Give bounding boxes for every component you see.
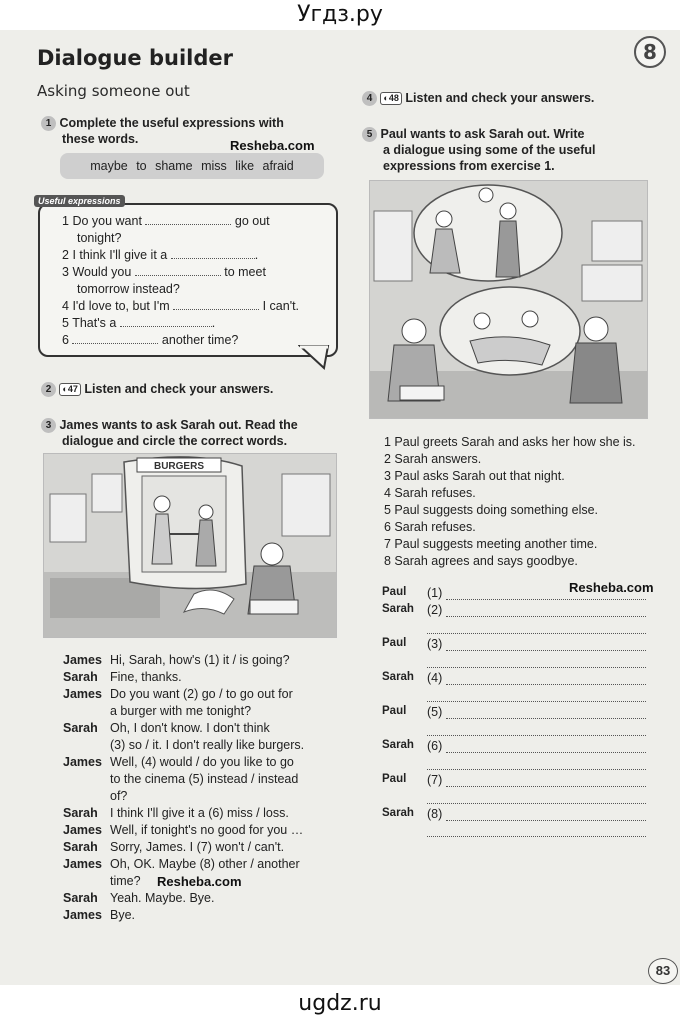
- section-subtitle: Asking someone out: [37, 82, 190, 100]
- expression-line: 3 Would you to meet: [62, 265, 266, 279]
- blank-field[interactable]: [145, 213, 231, 225]
- exercise-4-instruction: [362, 90, 594, 106]
- answer-line[interactable]: [446, 785, 646, 787]
- speaker-name: Sarah: [63, 840, 98, 854]
- line-number: (5): [427, 705, 443, 719]
- line-number: (1): [427, 586, 443, 600]
- blank-field[interactable]: [72, 332, 158, 344]
- dialogue-line: Bye.: [110, 908, 136, 922]
- blank-field[interactable]: [171, 247, 255, 259]
- exercise-number: 4: [362, 91, 377, 106]
- line-number: (3): [427, 637, 443, 651]
- site-footer: [0, 985, 680, 1024]
- line-number: (6): [427, 739, 443, 753]
- dialogue-line: Do you want (2) go / to go out for: [110, 687, 293, 701]
- dialogue-line: Oh, I don't know. I don't think: [110, 721, 270, 735]
- dialogue-line: of?: [110, 789, 128, 803]
- answer-line[interactable]: [446, 598, 646, 600]
- dialogue-line: Well, (4) would / do you like to go: [110, 755, 294, 769]
- step-item: 6 Sarah refuses.: [384, 520, 476, 534]
- watermark: Resheba.com: [230, 138, 315, 153]
- dialogue-steps-list: [384, 434, 636, 570]
- instruction-text: Paul wants to ask Sarah out. Write: [380, 127, 585, 141]
- exercise-number: 1: [41, 116, 56, 131]
- page-title: Dialogue builder: [37, 46, 233, 70]
- step-item: 3 Paul asks Sarah out that night.: [384, 469, 565, 483]
- instruction-text: dialogue and circle the correct words.: [62, 434, 288, 449]
- answer-line[interactable]: [427, 700, 646, 702]
- page-number: 83: [648, 958, 678, 984]
- expression-line: 1 Do you want go out: [62, 214, 270, 228]
- exercise-5-instruction: [362, 126, 662, 174]
- dialogue-line: (3) so / it. I don't really like burgers.: [110, 738, 305, 752]
- answer-line[interactable]: [427, 768, 646, 770]
- dialogue-line: Well, if tonight's no good for you …: [110, 823, 304, 837]
- expression-line: 6 another time?: [62, 333, 239, 347]
- expression-line: 2 I think I'll give it a .: [62, 248, 259, 262]
- watermark: Resheba.com: [569, 580, 654, 595]
- illustration-james-sarah: [43, 453, 337, 638]
- dialogue-line: a burger with me tonight?: [110, 704, 252, 718]
- line-number: (8): [427, 807, 443, 821]
- cartoon-illustration: [370, 181, 647, 418]
- dialogue-line: Fine, thanks.: [110, 670, 182, 684]
- useful-expressions-label: Useful expressions: [34, 195, 125, 207]
- cd-track-icon[interactable]: ◐47: [59, 383, 80, 396]
- answer-line[interactable]: [427, 802, 646, 804]
- illustration-paul-sarah: [369, 180, 648, 419]
- site-title-top[interactable]: Угдз.ру: [297, 2, 383, 27]
- speaker-label: Paul: [382, 773, 407, 785]
- watermark: Resheba.com: [157, 874, 242, 889]
- dialogue-line: Oh, OK. Maybe (8) other / another: [110, 857, 300, 871]
- speech-bubble-tail: [298, 344, 334, 372]
- unit-number-badge: 8: [634, 36, 666, 68]
- dialogue-line: Yeah. Maybe. Bye.: [110, 891, 215, 905]
- expression-line: tomorrow instead?: [77, 282, 180, 296]
- answer-line[interactable]: [427, 734, 646, 736]
- speaker-label: Sarah: [382, 807, 414, 819]
- speaker-label: Paul: [382, 586, 407, 598]
- blank-field[interactable]: [173, 298, 259, 310]
- speaker-name: James: [63, 687, 102, 701]
- speaker-name: Sarah: [63, 670, 98, 684]
- dialogue-line: to the cinema (5) instead / instead: [110, 772, 299, 786]
- speaker-label: Sarah: [382, 671, 414, 683]
- instruction-text: James wants to ask Sarah out. Read the: [59, 418, 298, 432]
- exercise-number: 5: [362, 127, 377, 142]
- answer-line[interactable]: [427, 666, 646, 668]
- dialogue-line: Hi, Sarah, how's (1) it / is going?: [110, 653, 290, 667]
- speaker-name: James: [63, 823, 102, 837]
- dialogue-line: Sorry, James. I (7) won't / can't.: [110, 840, 285, 854]
- speaker-name: James: [63, 653, 102, 667]
- dialogue-line: time?: [110, 874, 141, 888]
- answer-line[interactable]: [446, 819, 646, 821]
- dialogue-line: I think I'll give it a (6) miss / loss.: [110, 806, 289, 820]
- speaker-name: James: [63, 755, 102, 769]
- step-item: 8 Sarah agrees and says goodbye.: [384, 554, 578, 568]
- speaker-name: James: [63, 857, 102, 871]
- line-number: (2): [427, 603, 443, 617]
- step-item: 4 Sarah refuses.: [384, 486, 476, 500]
- expression-line: 5 That's a .: [62, 316, 216, 330]
- speaker-label: Sarah: [382, 739, 414, 751]
- exercise-number: 2: [41, 382, 56, 397]
- answer-line[interactable]: [446, 683, 646, 685]
- writing-area: [382, 586, 648, 836]
- line-number: (7): [427, 773, 443, 787]
- instruction-text: Listen and check your answers.: [405, 91, 595, 105]
- site-title-bottom[interactable]: ugdz.ru: [298, 991, 382, 1016]
- instruction-text: these words.: [62, 132, 139, 147]
- answer-line[interactable]: [446, 717, 646, 719]
- cd-track-icon[interactable]: ◐48: [380, 92, 401, 105]
- blank-field[interactable]: [120, 315, 212, 327]
- expression-line: tonight?: [77, 231, 122, 245]
- answer-line[interactable]: [446, 649, 646, 651]
- word-bank: maybe to shame miss like afraid: [60, 153, 324, 179]
- answer-line[interactable]: [446, 751, 646, 753]
- speaker-name: Sarah: [63, 891, 98, 905]
- exercise-2-instruction: [41, 381, 273, 397]
- site-header: [0, 0, 680, 30]
- speaker-label: Paul: [382, 637, 407, 649]
- answer-line[interactable]: [446, 615, 646, 617]
- exercise-number: 3: [41, 418, 56, 433]
- speaker-name: Sarah: [63, 806, 98, 820]
- line-number: (4): [427, 671, 443, 685]
- step-item: 5 Paul suggests doing something else.: [384, 503, 599, 517]
- instruction-text: a dialogue using some of the useful: [383, 143, 596, 158]
- exercise-3-instruction: [41, 417, 341, 449]
- instruction-text: Complete the useful expressions with: [59, 116, 284, 130]
- instruction-text: expressions from exercise 1.: [383, 159, 555, 174]
- step-item: 1 Paul greets Sarah and asks her how she is.: [384, 435, 636, 449]
- speaker-label: Paul: [382, 705, 407, 717]
- speaker-name: Sarah: [63, 721, 98, 735]
- step-item: 7 Paul suggests meeting another time.: [384, 537, 598, 551]
- answer-line[interactable]: [427, 835, 646, 837]
- blank-field[interactable]: [135, 264, 221, 276]
- instruction-text: Listen and check your answers.: [84, 382, 274, 396]
- burgers-sign: BURGERS: [153, 461, 205, 472]
- cartoon-illustration: [44, 454, 336, 637]
- step-item: 2 Sarah answers.: [384, 452, 482, 466]
- speaker-name: James: [63, 908, 102, 922]
- expression-line: 4 I'd love to, but I'm I can't.: [62, 299, 300, 313]
- speaker-label: Sarah: [382, 603, 414, 615]
- answer-line[interactable]: [427, 632, 646, 634]
